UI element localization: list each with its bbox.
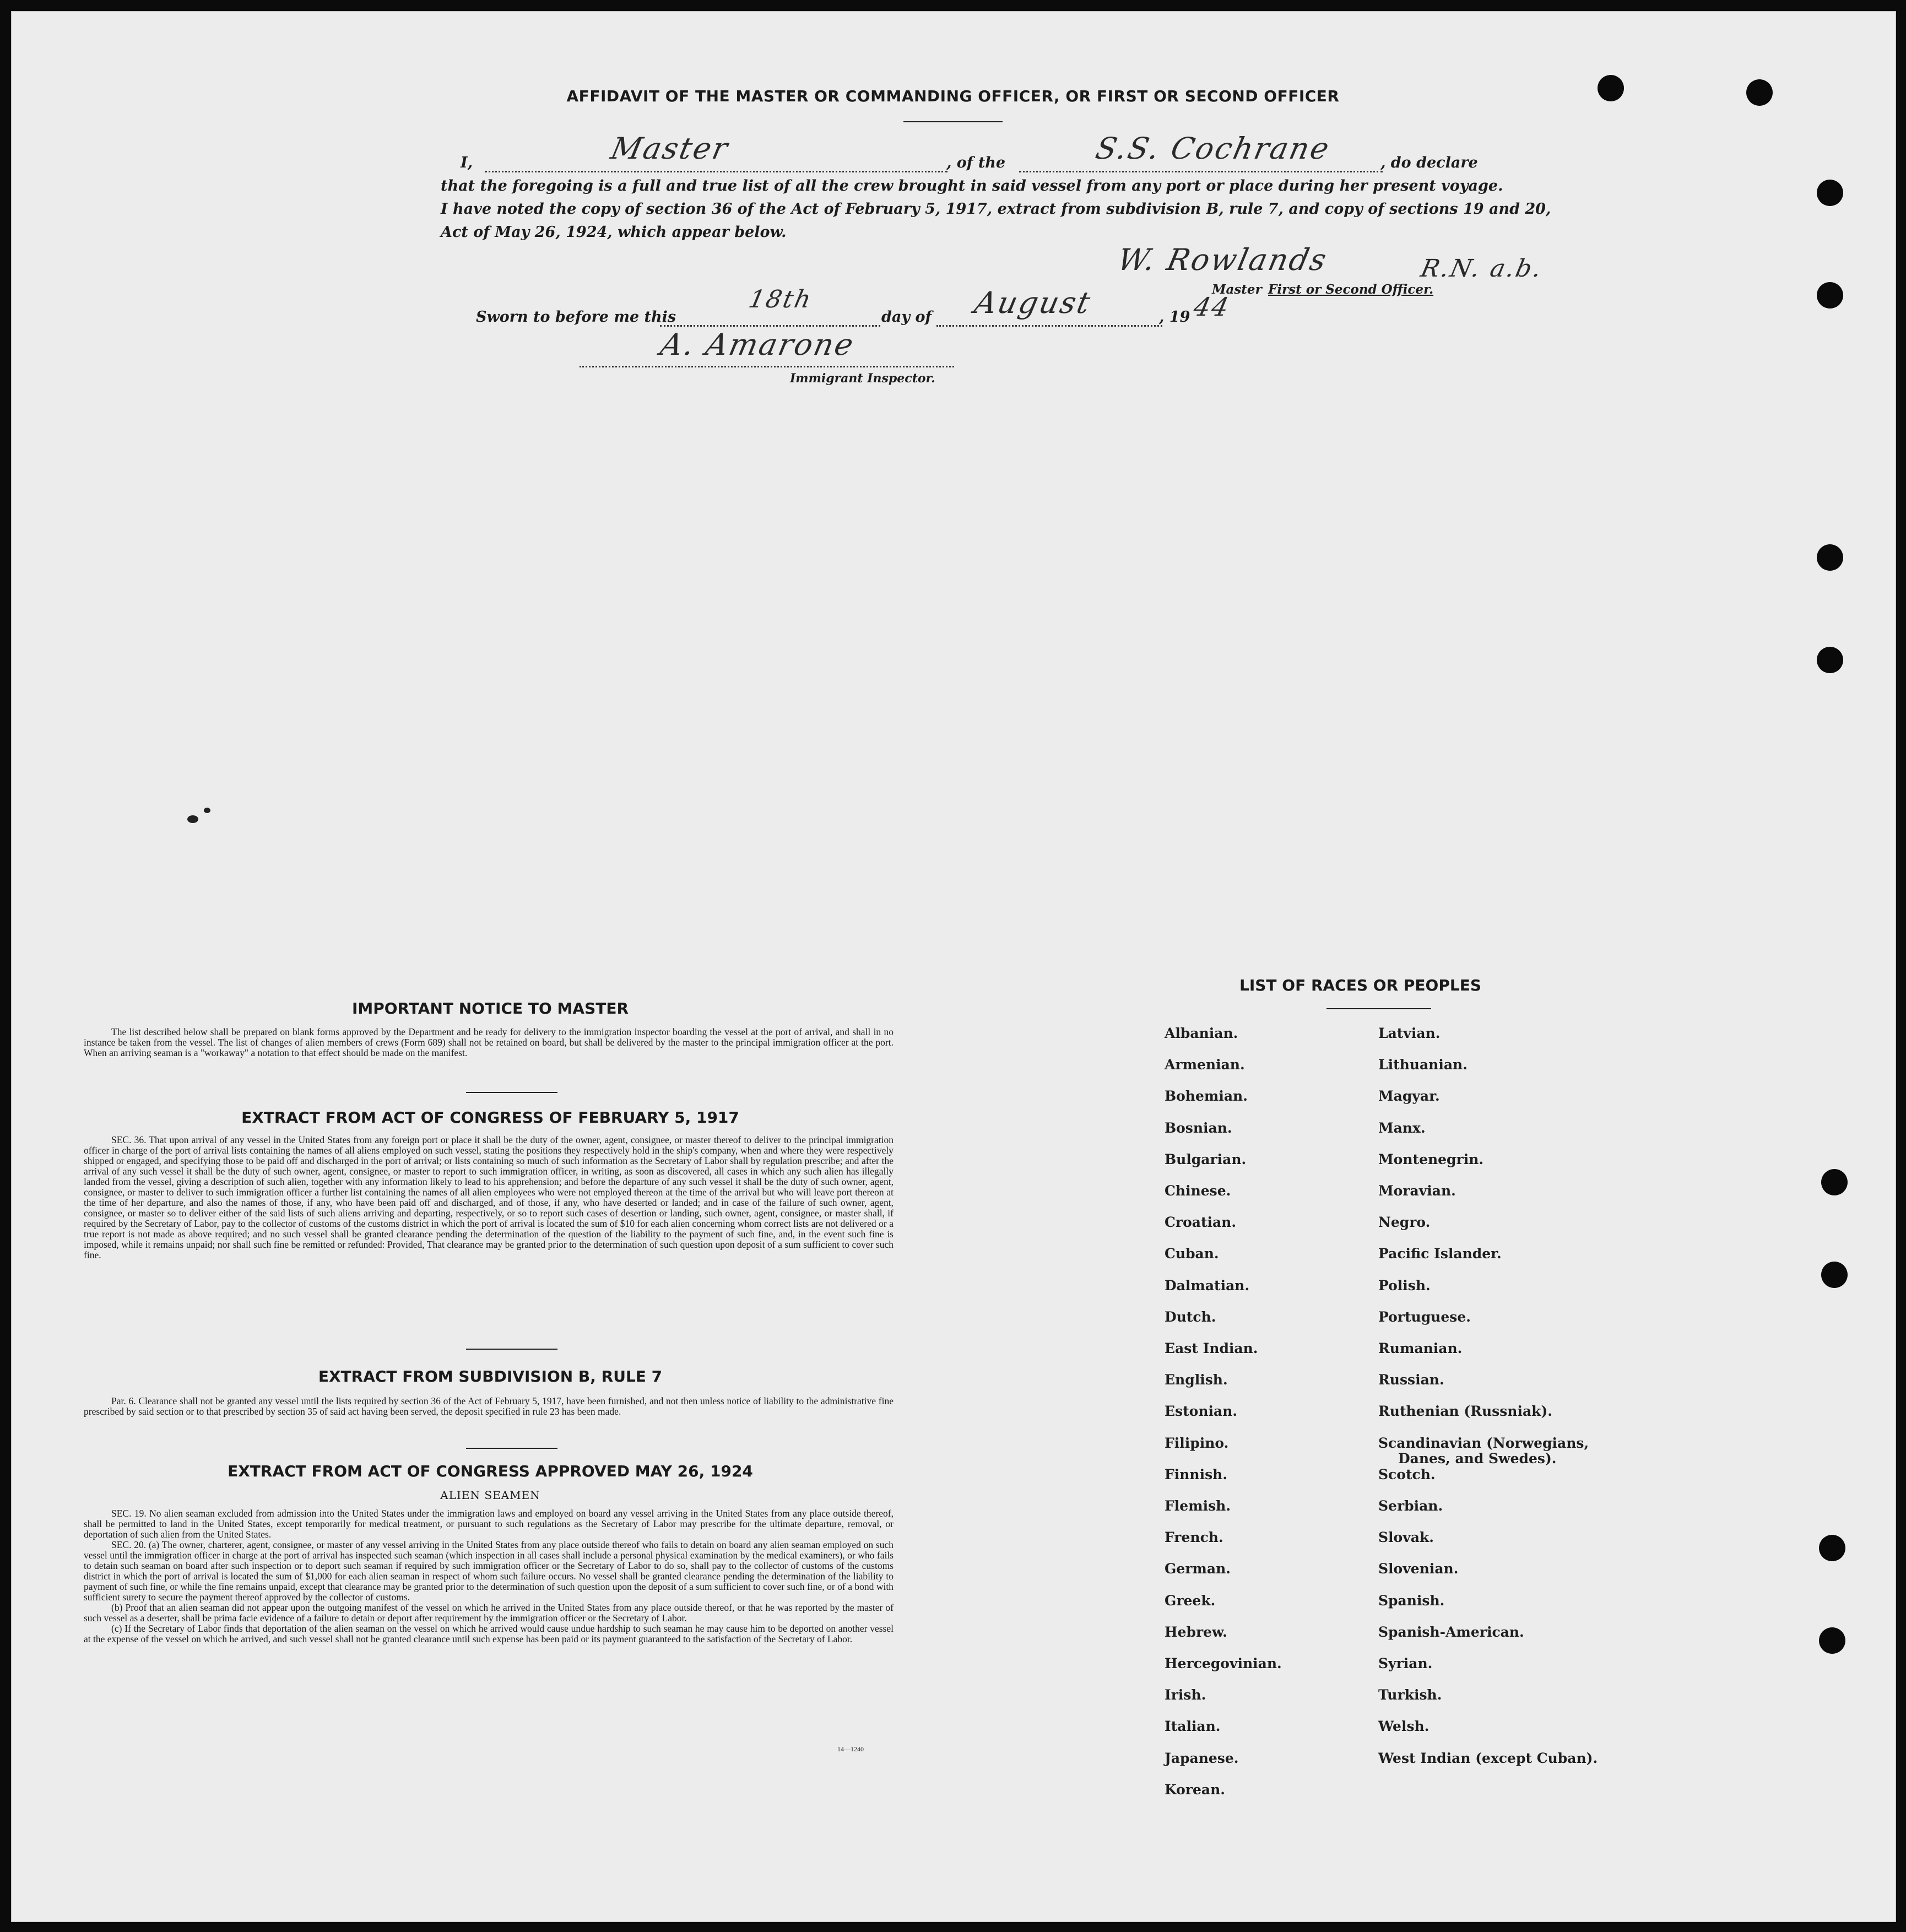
sec-20a-paragraph: SEC. 20. (a) The owner, charterer, agent, consignee, or master of any vessel arriving in the United States from any place outside thereof who fails to detain on board any alien seaman employed on such vessel until the immigration officer in charge at the port of arrival has inspected such seaman (which inspection in all cases shall include a personal physical examination by the medical examiners), or who fails to detain such seaman on board after such inspection or to deport such seaman if required by such immigration officer or the Secretary of Labor to do so, shall pay to the collector of customs of the customs district in which the port of arrival is located the sum of $1,000 for each alien seaman in respect of whom such failure occurs. No vessel shall be granted clearance pending the determination of the liability to payment of such fine, or while the fine remains unpaid, except that clearance may be granted prior to the determination of such question upon the deposit of a sum sufficient to cover such fine, or of a bond with sufficient surety to secure the payment thereof approved by the collector of customs. — [84, 1539, 894, 1603]
first-second-officer-label: First or Second Officer. — [1268, 282, 1434, 297]
punch-hole — [1817, 282, 1843, 309]
alien-seamen-subtitle: ALIEN SEAMEN — [440, 1489, 540, 1502]
i-label: I, — [461, 154, 473, 171]
race-item: Hercegovinian. — [1165, 1655, 1282, 1671]
section-rule — [466, 1349, 557, 1350]
race-item: Korean. — [1165, 1781, 1226, 1798]
race-item: Spanish. — [1378, 1592, 1445, 1609]
affidavit-title: AFFIDAVIT OF THE MASTER OR COMMANDING OFFICER, OR FIRST OR SECOND OFFICER — [566, 87, 1340, 105]
race-item: Latvian. — [1378, 1025, 1441, 1041]
rule7-text — [84, 1396, 894, 1417]
race-item: Italian. — [1165, 1718, 1221, 1735]
race-item: West Indian (except Cuban). — [1378, 1750, 1598, 1766]
punch-hole — [1817, 180, 1843, 206]
day-line — [660, 325, 880, 327]
section-36-paragraph: SEC. 36. That upon arrival of any vessel in the United States from any foreign port or place it shall be the duty of the owner, agent, consignee, or master thereof to deliver to the principal immigration officer in charge of the port of arrival lists containing the names of all aliens employed on such vessel, stating the positions they respectively hold in the ship's company, when and where they were respectively shipped or engaged, and specifying those to be paid off and discharged in the port of arrival; or lists containing so much of such information as the Secretary of Labor shall by regulation prescribe; and after the arrival of any such vessel it shall be the duty of such owner, agent, consignee, or master to report to such immigration officer, in writing, as soon as discovered, all cases in which any such alien has illegally landed from the vessel, giving a description of such alien, together with any information likely to lead to his apprehension; and before the departure of any such vessel it shall be the duty of such owner, agent, consignee, or master to deliver to such immigration officer a further list containing the names of all alien employees who were not employed thereon at the time of the arrival but who will leave port thereon at the time of her departure, and also the names of those, if any, who have been paid off and discharged, and of those, if any, who have deserted or landed; and in case of the failure of such owner, agent, consignee, or master so to deliver either of the said lists of such aliens arriving and departing, respectively, or so to report such cases of desertion or landing, such owner, agent, consignee, or master shall, if required by the Secretary of Labor, pay to the collector of customs of the customs district in which the port of arrival is located the sum of $10 for each alien concerning whom correct lists are not delivered or a true report is not made as above required; and no such vessel shall be granted clearance pending the determination of the question of the liability to the payment of such fine, and, in the event such fine is imposed, while it remains unpaid; nor shall such fine be remitted or refunded: Provided, That clearance may be granted prior to the determination of such question upon deposit of a sum sufficient to cover such fine. — [84, 1134, 894, 1260]
month-handwritten: August — [971, 285, 1095, 320]
race-item: Ruthenian (Russniak). — [1378, 1403, 1552, 1420]
race-item: Finnish. — [1165, 1466, 1228, 1482]
section-rule — [466, 1448, 557, 1449]
race-item: Greek. — [1165, 1592, 1216, 1609]
race-item: Flemish. — [1165, 1498, 1231, 1514]
race-item: German. — [1165, 1561, 1231, 1577]
rule7-paragraph: Par. 6. Clearance shall not be granted any vessel until the lists required by section 36 of the Act of February 5, 1917, have been furnished, and not then unless notice of liability to the administrative fine prescribed by said section or to that prescribed by section 35 of said act having been served, the deposit specified in rule 23 has been made. — [84, 1395, 894, 1417]
race-item: Slovenian. — [1378, 1561, 1459, 1577]
race-item: Scotch. — [1378, 1466, 1436, 1482]
race-item: Manx. — [1378, 1119, 1426, 1136]
race-item: Japanese. — [1165, 1750, 1239, 1766]
race-item: Magyar. — [1378, 1088, 1440, 1105]
inspector-line — [580, 366, 954, 367]
race-item: Moravian. — [1378, 1183, 1456, 1199]
race-item: Hebrew. — [1165, 1623, 1227, 1640]
ink-speck — [204, 808, 210, 813]
punch-hole — [1819, 1535, 1845, 1561]
race-item: Chinese. — [1165, 1183, 1231, 1199]
race-item: East Indian. — [1165, 1340, 1258, 1356]
race-item: Scandinavian (Norwegians, — [1378, 1435, 1589, 1451]
master-label: Master — [1212, 282, 1262, 297]
race-item: Estonian. — [1165, 1403, 1238, 1420]
race-item: Spanish-American. — [1378, 1623, 1524, 1640]
race-item: Bohemian. — [1165, 1088, 1248, 1105]
race-item: French. — [1165, 1529, 1223, 1546]
races-title-rule — [1326, 1008, 1431, 1009]
race-item: Portuguese. — [1378, 1308, 1471, 1325]
race-item: Danes, and Swedes). — [1398, 1450, 1557, 1466]
year-prefix: , 19 — [1159, 309, 1190, 326]
race-item: Bosnian. — [1165, 1119, 1232, 1136]
affidavit-line-3: I have noted the copy of section 36 of the Act of February 5, 1917, extract from subdivision B, rule 7, and copy of sections 19 and 20, — [441, 201, 1551, 218]
vessel-line — [1019, 171, 1383, 172]
race-item: Rumanian. — [1378, 1340, 1463, 1356]
punch-hole — [1819, 1627, 1845, 1654]
sec-20b-paragraph: (b) Proof that an alien seaman did not appear upon the outgoing manifest of the vessel on which he arrived in the United States from any place outside thereof, or that he was reported by the master of such vessel as a deserter, shall be prima facie evidence of a failure to detain or deport after requirement by the immigration officer or the Secretary of Labor. — [84, 1602, 894, 1623]
sec-19-paragraph: SEC. 19. No alien seaman excluded from admission into the United States under the immigration laws and employed on board any vessel arriving in the United States from any place outside thereof, shall be permitted to land in the United States, except temporarily for medical treatment, or pursuant to such regulations as the Secretary of Labor may prescribe for the ultimate departure, removal, or deportation of such alien from the United States. — [84, 1508, 894, 1540]
race-item: Cuban. — [1165, 1246, 1219, 1262]
race-item: Filipino. — [1165, 1435, 1229, 1451]
form-number: 14—1240 — [837, 1745, 864, 1753]
ink-speck — [187, 815, 198, 823]
month-line — [936, 325, 1162, 327]
master-signature: W. Rowlands — [1114, 242, 1331, 277]
vessel-handwritten: S.S. Cochrane — [1092, 131, 1334, 166]
day-of-label: day of — [881, 309, 932, 326]
title-rule — [903, 121, 1003, 122]
notice-text — [84, 1027, 894, 1058]
notice-title: IMPORTANT NOTICE TO MASTER — [351, 999, 629, 1018]
race-item: Polish. — [1378, 1277, 1431, 1294]
sworn-label: Sworn to before me this — [476, 309, 676, 326]
race-item: Negro. — [1378, 1214, 1431, 1231]
punch-hole — [1821, 1262, 1848, 1288]
race-item: Croatian. — [1165, 1214, 1237, 1231]
races-title: LIST OF RACES OR PEOPLES — [1239, 976, 1481, 994]
race-item: Dalmatian. — [1165, 1277, 1250, 1294]
race-item: Lithuanian. — [1378, 1057, 1468, 1073]
race-item: Syrian. — [1378, 1655, 1433, 1671]
inspector-label: Immigrant Inspector. — [790, 371, 935, 386]
race-item: Serbian. — [1378, 1498, 1443, 1514]
name-line — [485, 171, 947, 172]
extract-1917-title: EXTRACT FROM ACT OF CONGRESS OF FEBRUARY 5, 1917 — [241, 1108, 739, 1127]
signature-suffix: R.N. a.b. — [1418, 255, 1546, 283]
race-item: Montenegrin. — [1378, 1151, 1484, 1167]
race-item: Dutch. — [1165, 1308, 1216, 1325]
notice-paragraph: The list described below shall be prepared on blank forms approved by the Department and be ready for delivery to the immigration inspector boarding the vessel at the port of arrival, and shall in no instance be taken from the vessel. The list of changes of alien members of crews (Form 689) shall not be retained on board, but shall be delivered by the master to the principal immigration officer at the port. When an arriving seaman is a "workaway" a notation to that effect should be made on the manifest. — [84, 1026, 894, 1058]
sec-20c-paragraph: (c) If the Secretary of Labor finds that deportation of the alien seaman on the vessel on which he arrived would cause undue hardship to such seaman he may cause him to be deported on another vessel at the expense of the vessel on which he arrived, and such vessel shall not be granted clearance until such expense has been paid or its payment guaranteed to the satisfaction of the Secretary of Labor. — [84, 1623, 894, 1644]
affidavit-line-4: Act of May 26, 1924, which appear below. — [441, 224, 787, 241]
race-item: Turkish. — [1378, 1687, 1442, 1703]
race-item: Irish. — [1165, 1687, 1206, 1703]
punch-hole — [1821, 1169, 1848, 1195]
inspector-signature: A. Amarone — [657, 327, 858, 362]
race-item: Bulgarian. — [1165, 1151, 1247, 1167]
race-item: Welsh. — [1378, 1718, 1430, 1735]
race-item: English. — [1165, 1372, 1228, 1388]
extract-1917-text — [84, 1135, 894, 1260]
extract-1924-title: EXTRACT FROM ACT OF CONGRESS APPROVED MAY 26, 1924 — [228, 1462, 753, 1480]
race-item: Armenian. — [1165, 1057, 1245, 1073]
race-item: Slovak. — [1378, 1529, 1434, 1546]
name-handwritten: Master — [608, 131, 733, 166]
race-item: Russian. — [1378, 1372, 1444, 1388]
of-the-label: , of the — [946, 154, 1006, 171]
extract-1924-text — [84, 1508, 894, 1644]
affidavit-line-2: that the foregoing is a full and true list of all the crew brought in said vessel from any port or place during her present voyage. — [441, 177, 1503, 194]
punch-hole — [1817, 647, 1843, 673]
day-handwritten: 18th — [746, 285, 815, 313]
section-rule — [466, 1092, 557, 1093]
punch-hole — [1817, 544, 1843, 571]
do-declare-label: , do declare — [1380, 154, 1478, 171]
rule7-title: EXTRACT FROM SUBDIVISION B, RULE 7 — [318, 1367, 663, 1386]
year-handwritten: 44 — [1191, 292, 1233, 322]
race-item: Albanian. — [1165, 1025, 1238, 1041]
race-item: Pacific Islander. — [1378, 1246, 1502, 1262]
